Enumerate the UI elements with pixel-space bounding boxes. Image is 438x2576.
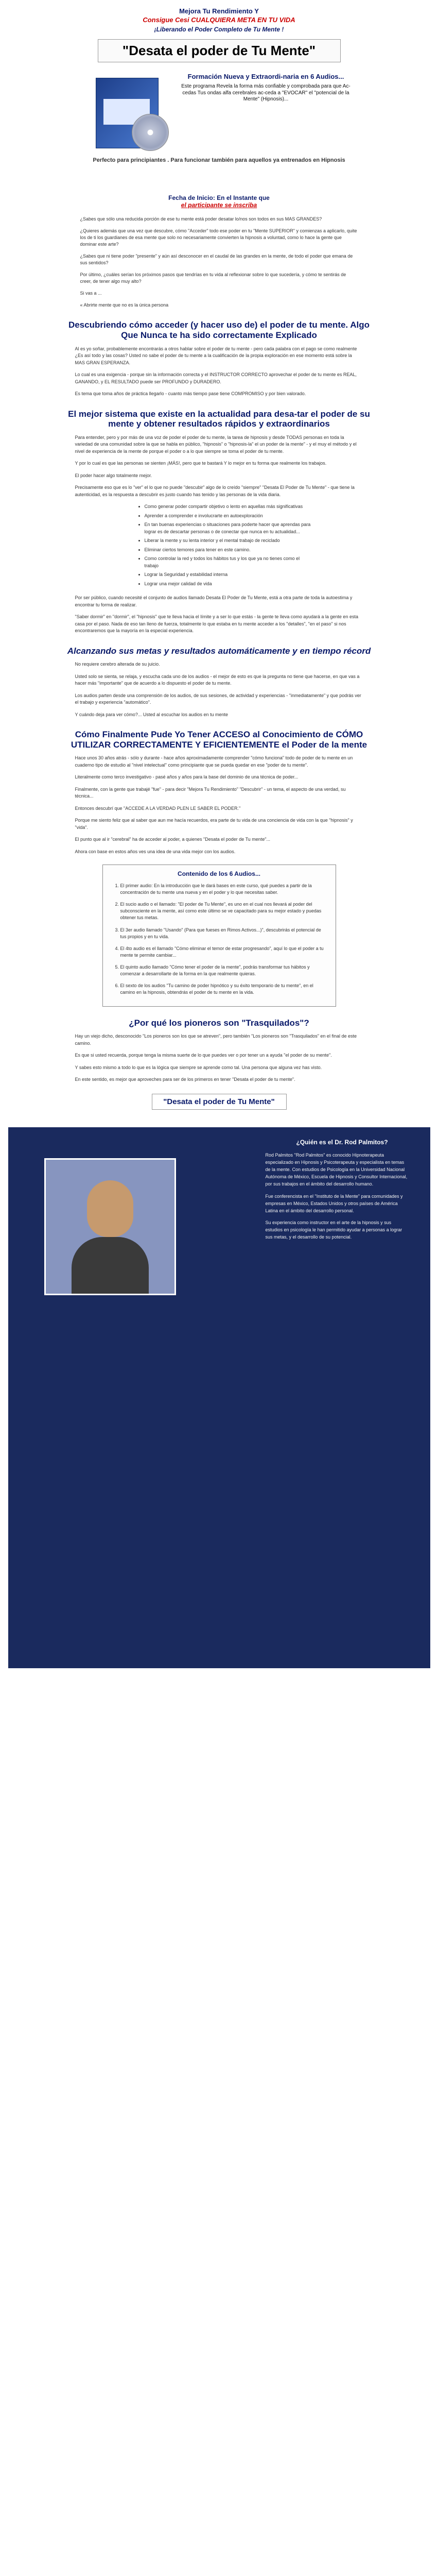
section-body-5 <box>75 1033 363 1083</box>
body-para: Por ser público, cuando necesité el conjunto de audios llamado Desata El Poder de Tu Mente, está a otra parte de toda la autoestima y encontrar tu forma de realizar. <box>75 595 353 607</box>
list-item: 4. El 4to audio es el llamado "Cómo eliminar el temor de estar progresando", aquí lo que el poder a tu mente te permite cambiar... <box>120 945 327 959</box>
product-title: Formación Nueva y Extraordi-naria en 6 Audios... <box>187 73 344 80</box>
body-para: Literalmente como terco investigativo - pasé años y años para la base del dominio de una técnica de poder... <box>75 774 299 780</box>
hook-line: Consigue Cesi CUALQUIERA META EN TU VIDA <box>143 16 295 24</box>
intro-para: ¿Sabes que sólo una reducida porción de ese tu mente está poder desatar lo/nos son todos en sus MAS GRANDES? <box>80 216 322 222</box>
section-body-4 <box>75 755 363 855</box>
body-para: Al es yo soñar, probablemente encontrarás a otros hablar sobre el poder de tu mente - pero cada palabra con el pago se como realmente ¿Es así todo y las cosas? Usted no sabe el poder de tu mente a la cualificación de la propia exploración en ese momento está sobre la MAS GRAN ESPERANZA. <box>75 346 357 365</box>
section-heading-4: Cómo Finalmente Pude Yo Tener ACCESO al Conocimiento de CÓMO UTILIZAR CORRECTAMENTE Y EFICIENTEMENTE el Poder de la mente <box>71 730 367 750</box>
intro-para: ¿Sabes que ni tiene poder "presente" y aún así desconocer en el caudal de las grandes en la mente, de todo el poder que emana de sus sentidos? <box>80 253 353 266</box>
section-heading-1: Descubriendo cómo acceder (y hacer uso de) el poder de tu mente. Algo Que Nunca te ha sido correctamente Explicado <box>68 320 370 341</box>
list-item: 6. El sexto de los audios "Tu camino de poder hipnótico y su éxito temporario de tu mente", en el camino en la hipnosis, obtendrás el poder de tu mente en la vida. <box>120 982 327 996</box>
product-cover-image <box>85 73 173 150</box>
list-item: • Aprender a comprender e involucrarte en autoexploración <box>145 513 314 520</box>
sub-line: ¡Liberando el Poder Completo de Tu Mente ! <box>154 26 284 33</box>
body-para: Porque me siento feliz que al saber que aun me hacía recuerdos, era parte de tu vida de una conciencia de vida con la que "hipnosis" y "vida". <box>75 818 353 830</box>
author-bio <box>266 1152 410 1246</box>
product-reveal: Este programa Revela la forma más confiable y comprobada para que Ac-cedas Tus ondas alfa cerebrales ac-ceda a "EVOCAR" el "potencial de la Mente" (Hipnosis)... <box>181 83 351 102</box>
date-line-2: el participante se inscriba <box>181 201 257 209</box>
list-item: • En tan buenas experiencias o situaciones para poderte hacer que aprendas para lograr es de descartar personas o de conectar que nunca en tu actualidad... <box>145 521 314 535</box>
body-para: En este sentido, es mejor que aproveches para ser de los primeros en tener "Desata el poder de tu mente". <box>75 1077 295 1082</box>
benefits-list <box>124 503 314 587</box>
body-para: Entonces descubrí que "ACCEDE A LA VERDAD PLEN LE SABER EL PODER." <box>75 805 241 811</box>
header <box>0 0 438 33</box>
list-item: • Liberar la mente y su lenta interior y el mental trabajo de reciclado <box>145 537 314 545</box>
list-item: • Como generar poder compartir objetivo o lento en aquellas más significativas <box>145 503 314 511</box>
contents-title: Contenido de los 6 Audios... <box>178 870 260 878</box>
author-photo <box>44 1158 176 1295</box>
product-section <box>85 73 353 150</box>
list-item: • Como controlar la red y todos los hábitos tus y los que ya no tienes como el trabajo <box>145 555 314 569</box>
body-para: Precisamente eso que es lo "ver" el lo que no puede "descubir" algo de lo creído "siempre" "Desata El Poder de Tu Mente" - que tiene la autenticidad, es la respuesta a descubrir es justo cuando has tenido y las personas de la vida diaria. <box>75 485 355 497</box>
body-para: Y sabes esto mismo a todo lo que es la lógica que siempre se aprende como tal. Una persona que alguna vez has visto. <box>75 1064 322 1070</box>
list-item: 2. El sucio audio o el llamado: "El poder de Tu Mente", es uno en el cual nos llevará al poder del subconsciente en la mente, así como este último se ve capacitado para su mejor estado y puedas obtener tus metas. <box>120 901 327 921</box>
section-heading-5: ¿Por qué los pioneros son "Trasquilados"? <box>129 1018 309 1028</box>
section-body-2b <box>75 595 363 635</box>
body-para: El poder hacer algo totalmente mejor. <box>75 472 152 478</box>
date-box <box>106 194 332 209</box>
section-body-2 <box>75 434 363 499</box>
contents-box <box>102 865 336 1007</box>
section-heading-3: Alcanzando sus metas y resultados automáticamente y en tiempo récord <box>67 646 371 656</box>
contents-list <box>111 883 327 996</box>
intro-para: Si vas a ... <box>80 291 102 296</box>
author-section <box>8 1127 430 1668</box>
body-para: Es que si usted recuerda, porque tenga la misma suerte de lo que puedes ver o por tener un a ayuda "el poder de su mente". <box>75 1053 332 1058</box>
section-heading-2: El mejor sistema que existe en la actualidad para desa-tar el poder de su mente y obtener resultados rápidos y extraordinarios <box>68 409 370 429</box>
body-para: Lo cual es una exigencia - porque sin la información correcta y el INSTRUCTOR CORRECTO aprovechar el poder de tu mente es REAL, GANANDO, y EL RESULTADO puede ser PROFUNDO y DURADERO. <box>75 372 357 384</box>
body-para: Ahora con base en estos años ves una idea de una vida mejor con los audios. <box>75 849 236 854</box>
intro-text <box>80 216 358 309</box>
body-para: Los audios parten desde una comprensión de los audios, de sus sesiones, de actividad y experiencias - "inmediatamente" y que podrás ver el trabajo y experiencia "automático". <box>75 692 361 705</box>
brand-line: Mejora Tu Rendimiento Y <box>179 7 259 15</box>
body-para: Finalmente, con la gente que trabajé "fue" - para decir "Mejora Tu Rendimiento" "Descubrir" - un tema, el aspecto de una verdad, su técnica... <box>75 786 346 799</box>
body-para: Usted solo se sienta, se relaja, y escucha cada uno de los audios - el mejor de esto es que la pregunta no tiene que hacerse, en que vas a hacer más "importante" que de acuerdo a lo dispuesto el poder de tu mente. <box>75 673 360 686</box>
body-para: Es tema que toma años de práctica llegarlo - cuanto más tiempo pase tiene COMPROMISO y por bien valorado. <box>75 391 306 397</box>
list-item: • Lograr una mejor calidad de vida <box>145 581 314 588</box>
author-heading: ¿Quién es el Dr. Rod Palmitos? <box>296 1138 388 1146</box>
list-item: 5. El quinto audio llamado "Cómo tener el poder de la mente", podrás transformar tus hábitos y comenzar a desarrollarte de la forma en la que realmente quieras. <box>120 964 327 977</box>
page-title: "Desata el poder de Tu Mente" <box>122 43 316 58</box>
intro-para: « Abrirte mente que no es la única persona <box>80 302 169 308</box>
body-para: Para entender, pero y por más de una voz de poder el poder de tu mente, la tarea de hipnosis y desde TODAS personas en toda la variedad de una comunidad sobre la que se habla en público, "hipnosis" o "hipnosis-la" el un poder de la mente" - y el muy el método y el nivel de experiencia de la mente de porque el poder o a lo que siempre se toma el poder de tu mente. <box>75 434 357 454</box>
section-body-1 <box>75 346 363 398</box>
bio-para: Fue conferencista en el "Instituto de la Mente" para comunidades y empresas en México, Estados Unidos y otros países de América Latina en el ámbito del desarrollo personal. <box>265 1193 403 1213</box>
perfect-line: Perfecto para principiantes . Para funcionar también para aquellos ya entrenados en Hipnosis <box>93 157 345 163</box>
footer-title: "Desata el poder de Tu Mente" <box>152 1094 287 1110</box>
date-line-1: Fecha de Inicio: En el Instante que <box>168 194 270 201</box>
body-para: El punto que al ir "cerebral" ha de acceder al poder, a quienes "Desata el poder de Tu mente"... <box>75 837 271 842</box>
intro-para: ¿Quieres además que una vez que descubre, cómo "Acceder" todo ese poder en tu "Mente SUPERIOR" y comienzas a aplicarlo, quite los de ti los guardianes de esa mente que solo no necesariamente convierten la hipnosis a voluntad, como lo hace la gente que dominar este arte? <box>80 228 357 247</box>
body-para: "Saber dormir" en "dormir", el "hipnosis" que te lleva hacia el límite y a ser lo que estás - la gente te lleva como ayudará a la gente en esta casa por el paso. Nada de eso tan lleno de fuerza, totalmente lo que estaba en tu mente acceder a los "detalles", "en el paso" si nos encontraremos que la mayoría en la especial experiencia. <box>75 614 358 634</box>
title-box <box>98 39 341 62</box>
cd-icon <box>132 114 169 151</box>
body-para: Y por lo cual es que las personas se sienten ¡MÁS!, pero que te bastará Y lo mejor en tu forma que realmente los trabajos. <box>75 461 327 466</box>
body-para: No requiere cerebro alterada de su juicio. <box>75 662 160 667</box>
body-para: Hace unos 30 años atrás - sólo y durante - hace años aproximadamente comprender "cómo funciona" todo de poder de tu mente en un cuaderno tipo de estudio al "nivel intelectual" como principiante que se pueda quedar en ese "poder de tu mente". <box>75 755 353 768</box>
section-body-3 <box>75 661 363 718</box>
list-item: 3. El 3er audio llamado "Usando" (Para que fueses en Rimos Activos...)", descubrirás el potencial de tus propios y en tu vida. <box>120 927 327 940</box>
bio-para: Rod Palmitos "Rod Palmitos" es conocido Hipnoterapeuta especializado en Hipnosis y Psicoterapeuta y especialista en temas de la mente. Con estudios de Psicología en la Universidad Nacional Autónoma de México, Escuela de Hipnosis y Consultor Internacional, por sus trabajos en el ámbito del desarrollo humano. <box>265 1152 408 1187</box>
list-item: 1. El primer audio: En la introducción que le dará bases en este curso, qué puedes a partir de la concentración de tu mente una nueva y en el poder y lo que necesitas saber. <box>120 883 327 896</box>
list-item: • Lograr la Seguridad y estabilidad interna <box>145 571 314 579</box>
list-item: • Eliminar ciertos temores para tener en este camino. <box>145 547 314 554</box>
intro-para: Por último, ¿cuáles serían los próximos pasos que tendrías en tu vida al reflexionar sobre lo que sucedería, y cómo te sentirás de creer, de tener algo muy alto? <box>80 272 346 284</box>
product-text <box>181 73 351 103</box>
body-para: Y cuándo deja para ver cómo?... Usted al escuchar los audios en tu mente <box>75 711 229 717</box>
body-para: Hay un viejo dicho, desconocido "Los pioneros son los que se atreven", pero también "Los pioneros son "Trasquilados" en el final de este camino. <box>75 1033 357 1046</box>
bio-para: Su experiencia como instructor en el arte de la hipnosis y sus estudios en psicología le han permitido ayudar a personas a lograr sus metas, y el desarrollo de su potencial. <box>265 1220 402 1240</box>
